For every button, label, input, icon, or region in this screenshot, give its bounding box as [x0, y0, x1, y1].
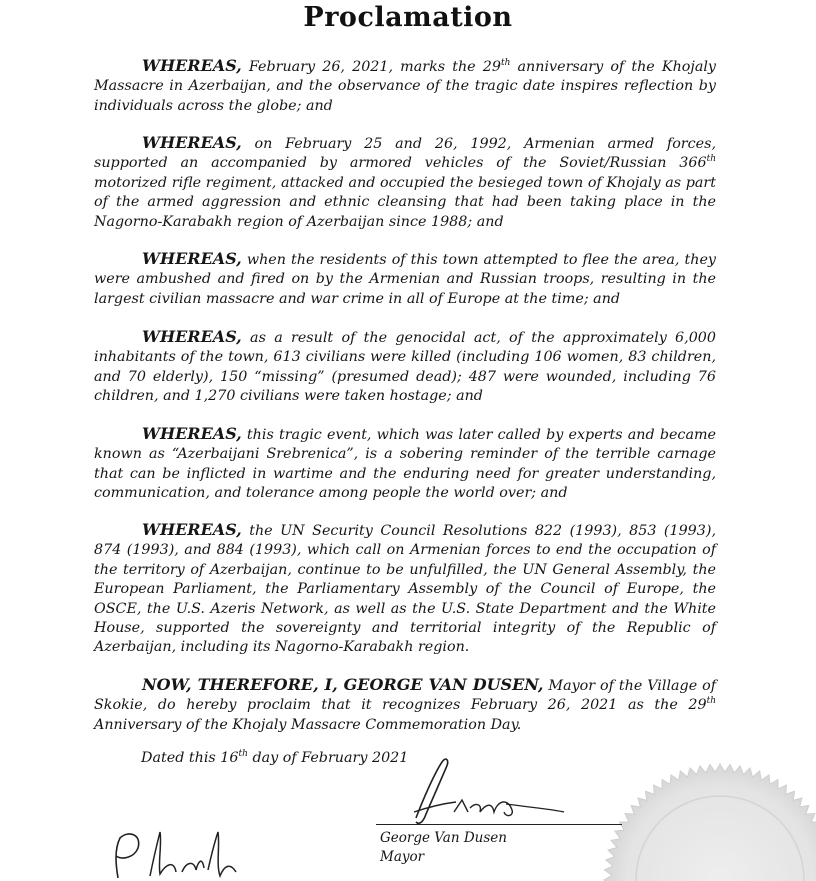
paragraph-text: February 26, 2021, marks the 29	[241, 59, 501, 75]
signatory-block	[380, 829, 507, 867]
resolution-text: Mayor of the Village of Skokie, do hereby proclaim that it recognizes February 26, 2021 as the 29	[94, 678, 717, 714]
paragraph-lead: WHEREAS,	[142, 327, 242, 346]
signatory-name: George Van Dusen	[380, 830, 507, 846]
whereas-paragraph-4	[94, 327, 716, 407]
paragraph-lead: WHEREAS,	[142, 520, 242, 539]
document-title: Proclamation	[303, 2, 513, 33]
whereas-paragraph-6	[94, 520, 716, 658]
signature-line	[376, 824, 622, 825]
resolution-paragraph	[94, 675, 716, 735]
paragraph-text: the UN Security Council Resolutions 822 (1993), 853 (1993), 874 (1993), and 884 (1993), which call on Armenian forces to end the occupation of the territory of Azerbaijan, continue to be unfulfilled, the UN General Assembly, the European Parliament, the Parliamentary Assembly of the Council of Europe, the OSCE, the U.S. Azeris Network, as well as the U.S. State Department and the White House, supported the sovereignty and territorial integrity of the Republic of Azerbaijan, including its Nagorno-Karabakh region.	[94, 523, 716, 656]
whereas-paragraph-1	[94, 56, 716, 116]
whereas-paragraph-3	[94, 249, 716, 309]
ordinal-suffix: th	[706, 154, 716, 165]
seal-shape	[604, 764, 816, 881]
paragraph-text: as a result of the genocidal act, of the approximately 6,000 inhabitants of the town, 613 civilians were killed (including 106 women, 83 children, and 70 elderly), 150 “missing” (presumed dead); 487 were wounded, including 76 children, and 1,270 civilians were taken hostage; and	[94, 330, 716, 405]
clerk-signature	[98, 826, 248, 881]
seal-outline	[604, 764, 816, 881]
ordinal-suffix: th	[238, 749, 248, 759]
dated-line	[141, 750, 408, 766]
paragraph-text: on February 25 and 26, 1992, Armenian armed forces, supported an accompanied by armored vehicles of the Soviet/Russian 366	[94, 136, 716, 172]
ordinal-suffix: th	[706, 696, 716, 707]
paragraph-lead: WHEREAS,	[142, 249, 242, 268]
paragraph-text: when the residents of this town attempted to flee the area, they were ambushed and fired on by the Armenian and Russian troops, resulting in the largest civilian massacre and war crime in all of Europe at the time; and	[94, 252, 716, 307]
resolution-text-after: Anniversary of the Khojaly Massacre Commemoration Day.	[94, 716, 522, 733]
ordinal-suffix: th	[500, 58, 511, 68]
paragraph-lead: WHEREAS,	[142, 133, 242, 152]
paragraph-text-after: anniversary of the Khojaly Massacre in Azerbaijan, and the observance of the tragic date inspires reflection by individuals across the globe; and	[94, 59, 716, 114]
whereas-paragraph-2	[94, 133, 716, 232]
mayor-signature	[396, 752, 566, 832]
signatory-role: Mayor	[380, 849, 425, 865]
whereas-paragraph-5	[94, 424, 716, 504]
dated-prefix: Dated this 16	[141, 750, 239, 766]
paragraph-lead: WHEREAS,	[142, 424, 242, 443]
paragraph-text: this tragic event, which was later called by experts and became known as “Azerbaijani Srebrenica”, is a sobering reminder of the terrible carnage that can be inflicted in wartime and the enduring need for greater understanding, communication, and tolerance among people the world over; and	[94, 427, 716, 502]
resolution-lead: NOW, THEREFORE, I, GEORGE VAN DUSEN,	[142, 675, 544, 694]
dated-suffix: day of February 2021	[247, 750, 409, 766]
paragraph-text-after: motorized rifle regiment, attacked and occupied the besieged town of Khojaly as part of the armed aggression and ethnic cleansing that had been taking place in the Nagorno-Karabakh region of Azerbaijan since 1988; and	[94, 174, 716, 230]
embossed-seal	[600, 760, 816, 881]
paragraph-lead: WHEREAS,	[142, 56, 242, 75]
